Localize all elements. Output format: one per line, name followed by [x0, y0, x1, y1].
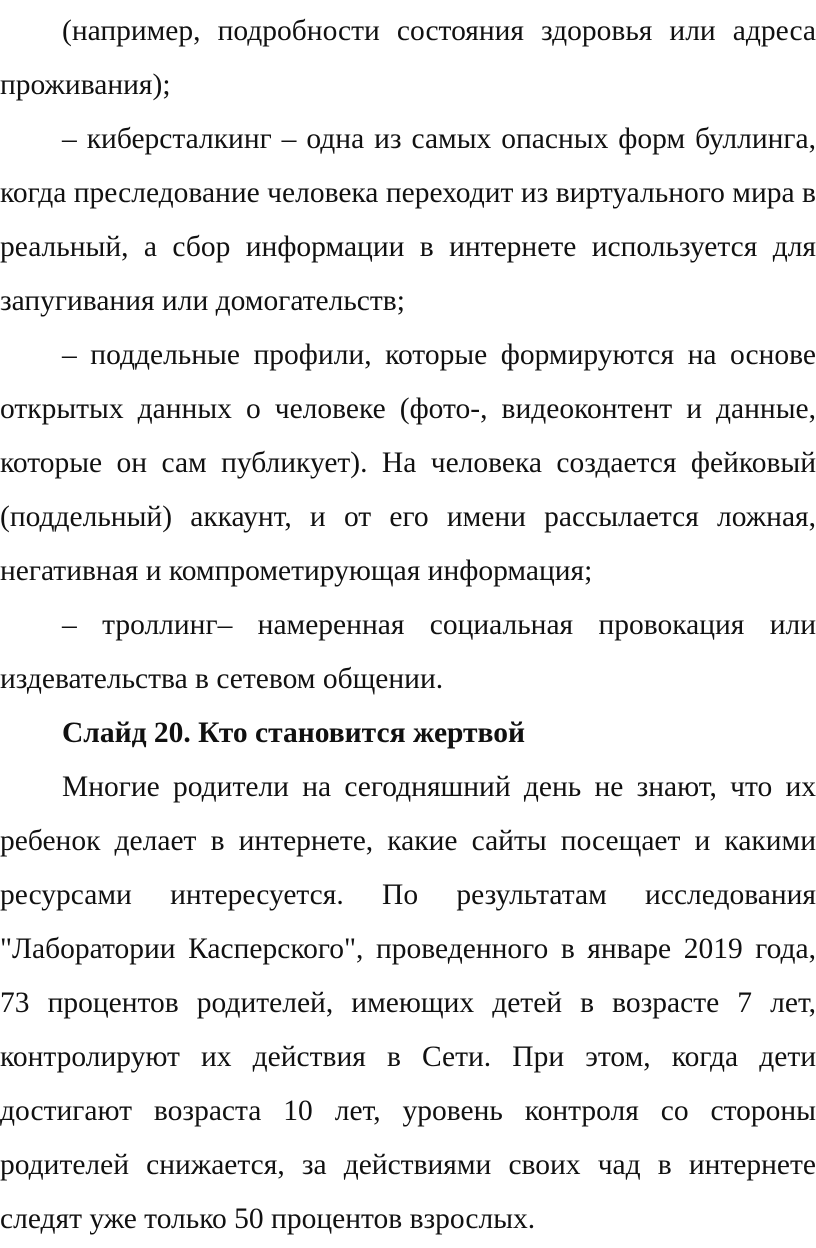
paragraph-trolling: – троллинг– намеренная социальная провокация или издевательства в сетевом общении. [0, 609, 816, 695]
paragraph-personal-data: (например, подробности состояния здоровья или адреса проживания); [0, 15, 816, 101]
document-page [0, 4, 816, 1246]
paragraph-who-becomes-victim: Многие родители на сегодняшний день не знают, что их ребенок делает в интернете, какие сайты посещает и какими ресурсами интересуется. По результатам исследования "Лаборатории Касперского", проведенного в январе 2019 года, 73 процентов родителей, имеющих детей в возрасте 7 лет, контролируют их действия в Сети. При этом, когда дети достигают возраста 10 лет, уровень контроля со стороны родителей снижается, за действиями своих чад в интернете следят уже только 50 процентов взрослых. [0, 771, 816, 1235]
slide-heading: Слайд 20. Кто становится жертвой [62, 717, 526, 749]
paragraph-fake-profiles: – поддельные профили, которые формируются на основе открытых данных о человеке (фото-, видеоконтент и данные, которые он сам публикует). На человека создается фейковый (поддельный) аккаунт, и от его имени рассылается ложная, негативная и компрометирующая информация; [0, 339, 816, 587]
paragraph-cyberstalking: – киберсталкинг – одна из самых опасных форм буллинга, когда преследование человека переходит из виртуального мира в реальный, а сбор информации в интернете используется для запугивания или домогательств; [0, 123, 816, 317]
